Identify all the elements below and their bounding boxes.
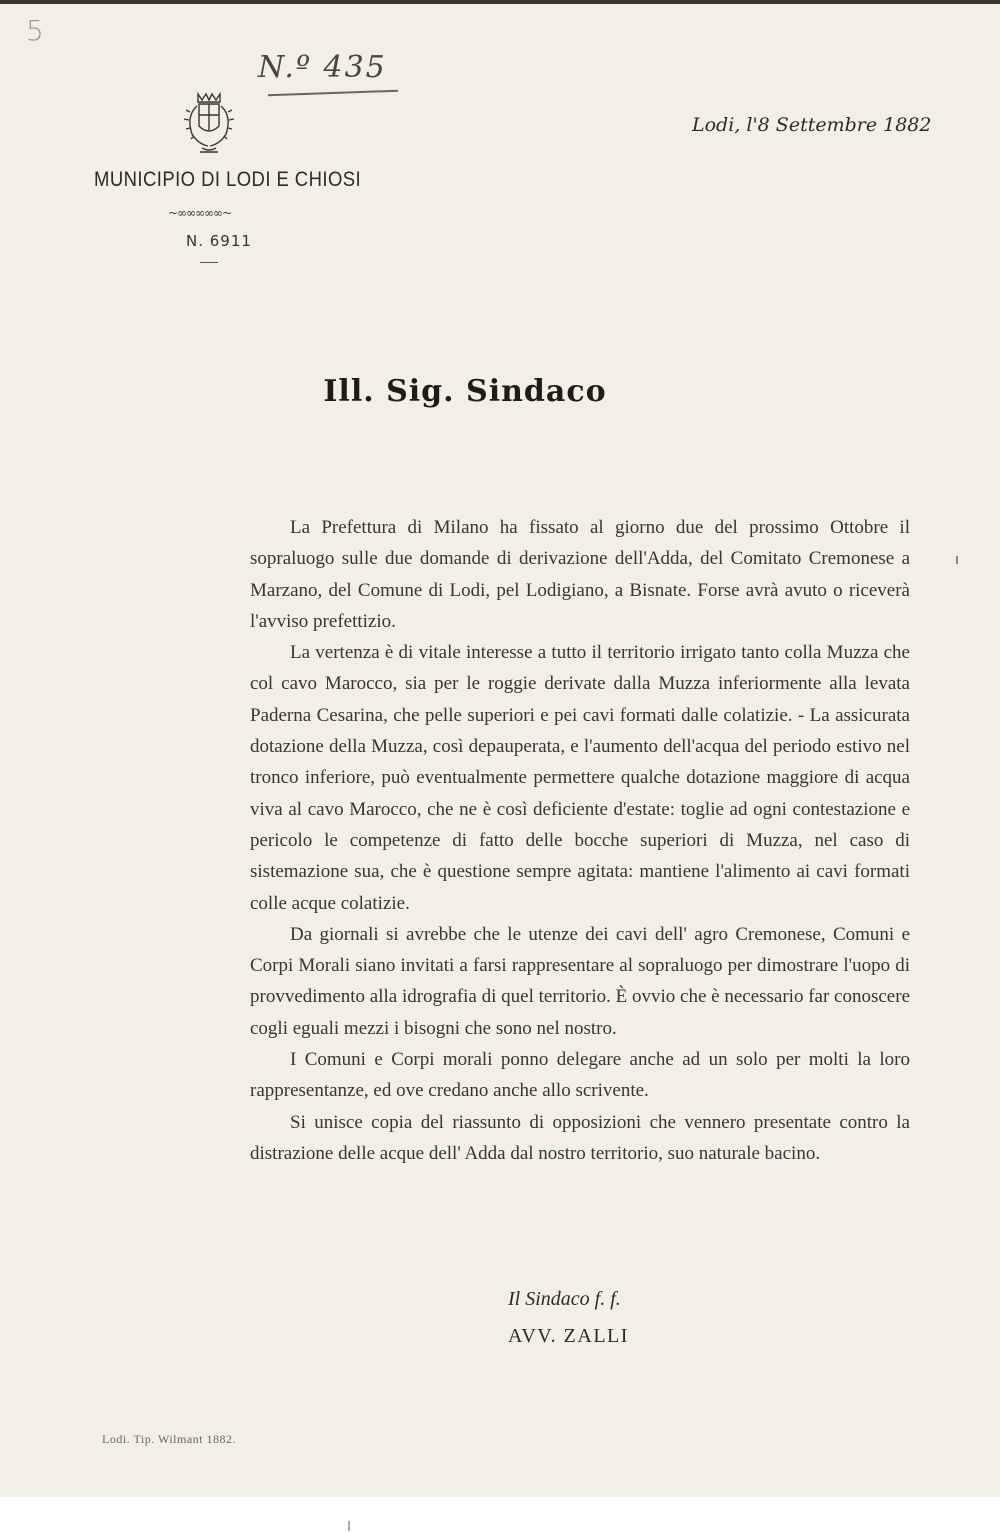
handwritten-underline [268,90,398,97]
body-paragraph: I Comuni e Corpi morali ponno delegare anche ad un solo per molti la loro rappresentanze, ed ove credano anche allo scrivente. [250,1049,910,1102]
body-paragraph: La vertenza è di vitale interesse a tutto il territorio irrigato tanto colla Muzza che col cavo Marocco, sia per le roggie derivate dalla Muzza inferiormente alla levata Paderna Cesarina, che pelle superiori e pei cavi formati dalle colatizie. - La assicurata dotazione della Muzza, così depauperata, e l'aumento dell'acqua del periodo estivo nel tronco inferiore, può eventualmente permettere qualche dotazione maggiore di acqua viva al cavo Marocco, che ne è così deficiente d'estate: toglie ad ogni contestazione e pericolo le competenze di fatto delle bocche superiori di Muzza, nel caso di sistemazione sua, che è questione sempre agitata: mantiene l'alimento ai cavi formati colle acque colatizie. [250,642,910,914]
municipality-name: MUNICIPIO DI LODI E CHIOSI [94,168,362,191]
handwritten-reference: N.º 435 [258,50,387,85]
body-paragraph: Da giornali si avrebbe che le utenze dei cavi dell' agro Cremonese, Comuni e Corpi Morali siano invitati a farsi rappresentare al sopraluogo per dimostrare l'uopo di provvedimento alla idrografia di quel territorio. È ovvio che è necessario far conoscere cogli eguali mezzi i bisogni che sono nel nostro. [250,923,910,1039]
divider [200,262,218,263]
printer-imprint: Lodi. Tip. Wilmant 1882. [102,1432,236,1446]
signature-role: Il Sindaco f. f. [508,1288,621,1310]
letter-body [250,512,910,1169]
margin-mark [956,556,958,564]
pencil-page-number: 5 [26,14,44,47]
salutation: Ill. Sig. Sindaco [323,374,607,409]
protocol-number: N. 6911 [186,232,252,250]
scan-top-edge [0,0,1000,4]
body-paragraph: Si unisce copia del riassunto di opposizioni che vennero presentate contro la distrazione delle acque dell' Adda dal nostro territorio, suo naturale bacino. [250,1111,910,1164]
letter-date: Lodi, l'8 Settembre 1882 [692,114,932,136]
signature-name: AVV. ZALLI [508,1325,629,1347]
coat-of-arms-icon [178,90,240,158]
scan-bottom-margin [0,1497,1000,1533]
margin-mark [348,1521,350,1531]
letterhead-ornament: ~∞∞∞∞∞~ [168,206,232,220]
body-paragraph: La Prefettura di Milano ha fissato al giorno due del prossimo Ottobre il sopraluogo sulle due domande di derivazione dell'Adda, del Comitato Cremonese a Marzano, del Comune di Lodi, pel Lodigiano, a Bisnate. Forse avrà avuto o riceverà l'avviso prefettizio. [250,517,910,632]
